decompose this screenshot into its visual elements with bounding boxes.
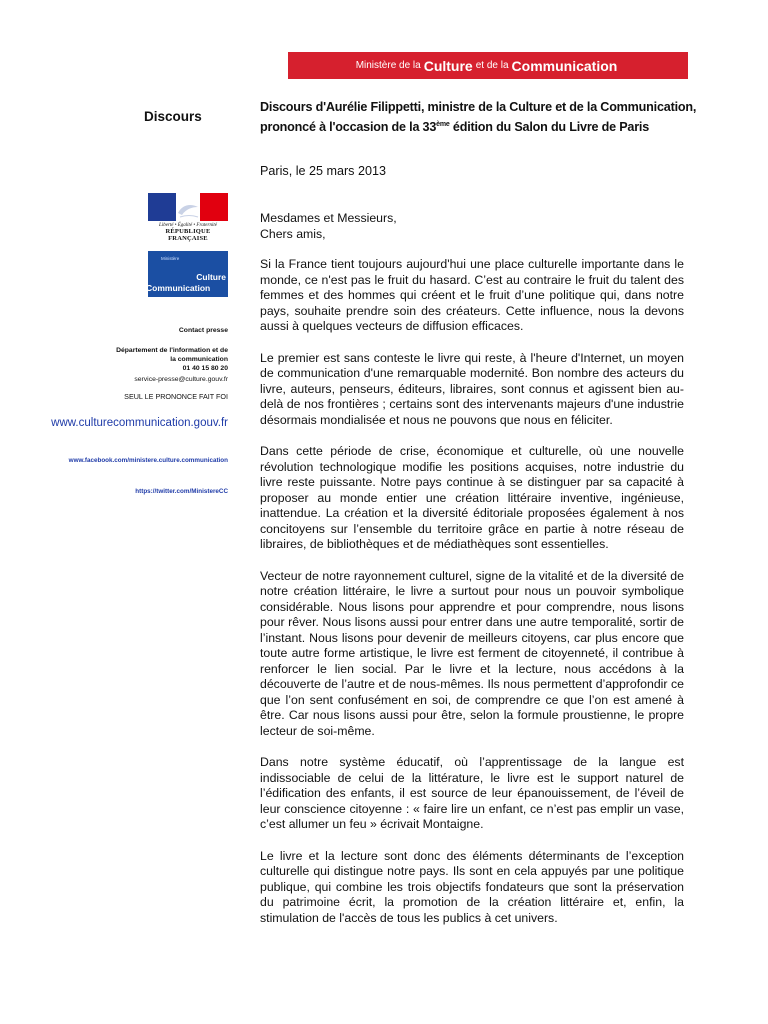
contact-dept-2: la communication bbox=[170, 356, 228, 363]
title-line-2-post: édition du Salon du Livre de Paris bbox=[449, 120, 650, 135]
section-label: Discours bbox=[144, 109, 202, 124]
banner-communication: Communication bbox=[511, 57, 618, 74]
ministry-logo-culture: Culture bbox=[196, 272, 226, 282]
document-title bbox=[260, 98, 700, 136]
ministry-banner bbox=[288, 52, 688, 79]
speech-body bbox=[260, 211, 684, 942]
greeting-line-2: Chers amis, bbox=[260, 226, 326, 241]
title-line-1: Discours d'Aurélie Filippetti, ministre de la Culture et de la Communication, bbox=[260, 100, 697, 114]
flag-icon bbox=[148, 193, 228, 221]
twitter-link[interactable]: https://twitter.com/MinistereCC bbox=[135, 488, 228, 495]
facebook-link[interactable]: www.facebook.com/ministere.culture.communication bbox=[68, 457, 228, 464]
paragraph: Le premier est sans conteste le livre qui reste, à l'heure d'Internet, un moyen de communication d'une remarquable modernité. Bon nombre des acteurs du livre, auteurs, penseurs, éditeurs, libraires, sont connus et agissent bien au-delà de nos frontières ; certains sont des intervenants majeurs d'une industrie désormais mondialisée et nous ne pouvons que nous en féliciter. bbox=[260, 350, 684, 427]
contact-label: Contact presse bbox=[178, 327, 228, 334]
contact-email[interactable]: service-presse@culture.gouv.fr bbox=[134, 376, 228, 383]
contact-note: SEUL LE PRONONCE FAIT FOI bbox=[124, 392, 228, 401]
greeting bbox=[260, 211, 684, 242]
logo-devise: Liberté • Égalité • Fraternité bbox=[159, 223, 217, 228]
greeting-line-1: Mesdames et Messieurs, bbox=[260, 211, 397, 225]
paragraph: Le livre et la lecture sont donc des éléments déterminants de l’exception culturelle qui distingue notre pays. Ils sont en cela appuyés par une politique publique, qui combine les trois objectifs fondateurs que sont la préservation du patrimoine écrit, la promotion de la création littéraire et, enfin, la stimulation de l'accès de tous les publics à cet univers. bbox=[260, 848, 684, 925]
paragraph: Vecteur de notre rayonnement culturel, signe de la vitalité et de la diversité de notre création littéraire, le livre a surtout pour nous un pouvoir symbolique considérable. Nous lisons pour apprendre et pour comprendre, nous lisons pour rêver. Nous lisons aussi pour entrer dans une autre temporalité, sortir de l’instant. Nous lisons pour devenir de meilleurs citoyens, car plus encore que toute autre forme artistique, le livre est ferment de citoyenneté, il contribue à renforcer le lien social. Par le livre et la lecture, nous accédons à la découverte de l’autre et de nous-mêmes. Ils nous permettent d’approfondir ce que l’on sent confusément en soi, de comprendre ce que l’on est amené à être. Car nous lisons aussi pour être, selon la formule proustienne, le propre lecteur de soi-même. bbox=[260, 568, 684, 738]
contact-phone: 01 40 15 80 20 bbox=[182, 365, 228, 372]
contact-dept-1: Département de l'information et de bbox=[116, 347, 228, 354]
republique-francaise-logo bbox=[148, 193, 228, 243]
paragraph: Dans cette période de crise, économique et culturelle, où une nouvelle révolution technologique modifie les positions acquises, notre industrie du livre reste puissante. Notre pays continue à se distinguer par sa capacité à proposer au monde entier une création littéraire inventive, ingénieuse, inattendue. La création et la diversité éditoriale proposées également à nos concitoyens sur l’ensemble du territoire grâce en partie à notre réseau de libraires, de bibliothèques et de médiathèques sont essentielles. bbox=[260, 444, 684, 551]
banner-mid: et de la bbox=[475, 60, 509, 71]
logo-republique: RÉPUBLIQUE FRANÇAISE bbox=[165, 228, 211, 242]
paragraph: Si la France tient toujours aujourd'hui une place culturelle importante dans le monde, ce n'est pas le fruit du hasard. C’est au contraire le fruit du talent des femmes et des hommes qui créent et le fruit d’une politique qui, dans notre pays, souhaite prendre soin des créateurs. Cette influence, nous la devons aussi à quelques vecteurs de diffusion efficaces. bbox=[260, 257, 684, 333]
banner-culture: Culture bbox=[423, 57, 473, 74]
ministry-logo-small: Ministère bbox=[161, 256, 180, 261]
website-link[interactable]: www.culturecommunication.gouv.fr bbox=[51, 417, 228, 429]
banner-pre: Ministère de la bbox=[355, 60, 421, 71]
title-sup: ème bbox=[436, 121, 450, 128]
title-line-2-pre: prononcé à l'occasion de la 33 bbox=[260, 120, 437, 135]
paragraph: Dans notre système éducatif, où l’apprentissage de la langue est indissociable de celui de la littérature, le livre est le support naturel de l’édification des enfants, il est source de leur épanouissement, de l’éveil de leur conscience citoyenne : « faire lire un enfant, ce n’est pas emplir un vase, c’est allumer un feu » écrivait Montaigne. bbox=[260, 755, 684, 831]
ministry-logo bbox=[148, 251, 228, 297]
ministry-logo-communication: Communication bbox=[146, 283, 211, 293]
document-date: Paris, le 25 mars 2013 bbox=[260, 164, 386, 178]
title-line-2 bbox=[260, 116, 700, 136]
